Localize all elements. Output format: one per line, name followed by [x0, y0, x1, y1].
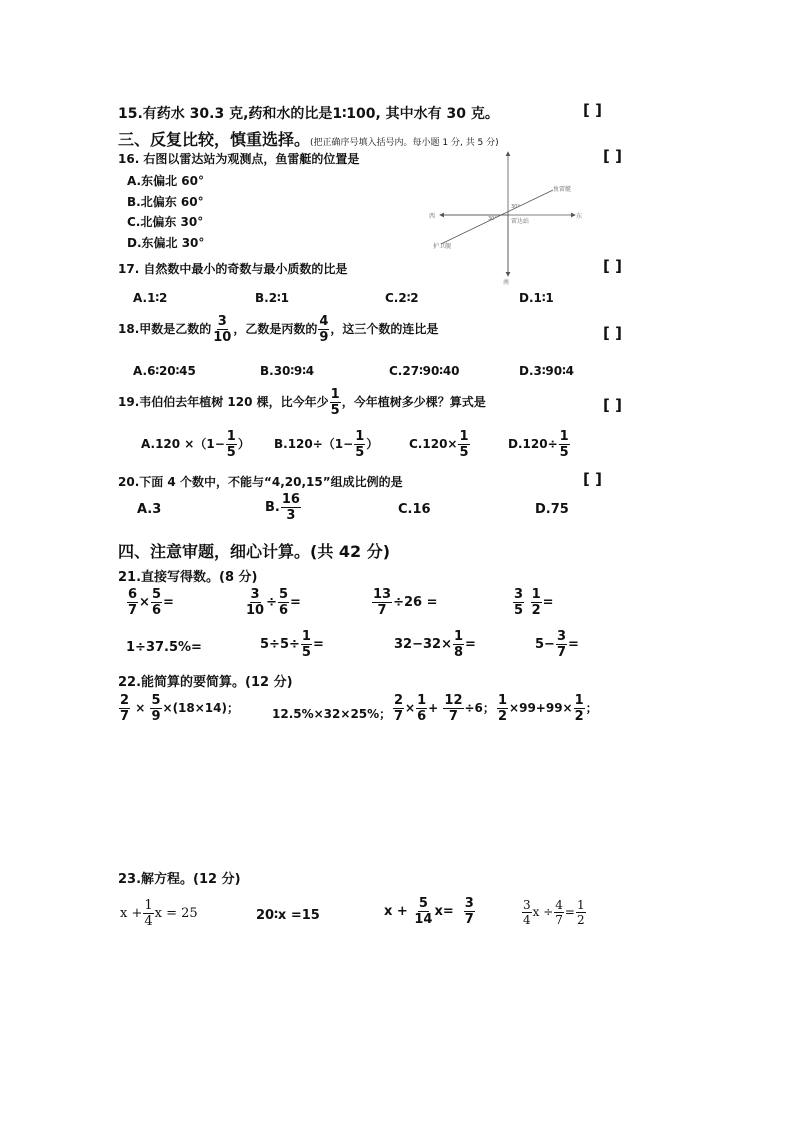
q19-frac-num: 1 [330, 387, 340, 402]
q22-p4-end: ； [585, 701, 598, 715]
q21-e8-num: 3 [556, 629, 566, 644]
q23-eq3-num: 5 [418, 896, 428, 911]
q15-bracket[interactable]: [ ] [583, 101, 602, 119]
q21-e1-num1: 6 [128, 587, 138, 602]
label-east: 东 [576, 213, 583, 220]
q21-e6-text: 5÷5÷ [260, 637, 300, 652]
q20-option-c[interactable]: C.16 [398, 502, 431, 517]
q22-p3-num2: 1 [417, 693, 427, 708]
q21-e8-text: 5− [535, 637, 555, 652]
q19-option-a-close: ） [237, 437, 250, 451]
q19-option-d-text: D.120÷ [508, 437, 558, 451]
q21-e2-frac1 [245, 588, 265, 617]
q23-eq3-result [464, 897, 475, 926]
q22-stem: 22.能简算的要简算。(12 分) [118, 675, 293, 690]
q18-part-c: ，这三个数的连比是 [330, 322, 439, 336]
q18-frac1 [212, 315, 232, 344]
q23-eq1-part-b: x = 25 [154, 906, 198, 921]
label-boat: 鱼雷艇 [553, 186, 572, 193]
q21-e4-den1: 5 [514, 603, 524, 618]
q23-equation-2: 20∶x =15 [256, 908, 320, 923]
q19-option-a-num: 1 [226, 429, 236, 444]
q22-p3-den2: 6 [417, 709, 427, 724]
q21-e6-den: 5 [301, 645, 311, 660]
q19-option-c-text: C.120× [409, 437, 458, 451]
q21-e4-frac2 [531, 588, 542, 617]
q20-stem: 20.下面 4 个数中，不能与“4,20,15”组成比例的是 [118, 475, 403, 489]
q19-option-d-num: 1 [559, 429, 569, 444]
label-west: 西 [429, 213, 436, 220]
q20-option-b-num: 16 [281, 492, 300, 507]
q22-p4-den1: 2 [498, 709, 508, 724]
q17-bracket[interactable]: [ ] [603, 257, 622, 275]
q21-e7-text: 32−32× [394, 637, 452, 652]
q22-p3-num1: 2 [394, 693, 404, 708]
q16-option-d[interactable]: D.东偏北 30° [127, 236, 205, 250]
q17-option-b[interactable]: B.2∶1 [255, 291, 289, 305]
q23-eq3-result-num: 3 [464, 896, 474, 911]
q19-option-a[interactable] [141, 430, 250, 459]
q21-e1-op: × [139, 595, 150, 610]
q19-option-b-den: 5 [355, 445, 365, 460]
q21-e2-den1: 10 [246, 603, 265, 618]
q21-e2-eq: = [290, 595, 301, 610]
q16-stem: 16. 右图以雷达站为观测点，鱼雷艇的位置是 [118, 152, 360, 166]
q22-p4-num2: 1 [574, 693, 584, 708]
q22-p4-frac2 [574, 694, 585, 723]
q20-option-a[interactable]: A.3 [137, 502, 162, 517]
angle-label-1: 30° [511, 204, 520, 210]
q23-eq3-result-den: 7 [464, 912, 474, 927]
q22-problem-4 [496, 694, 598, 723]
q22-p1-den1: 7 [120, 709, 130, 724]
q16-option-a[interactable]: A.东偏北 60° [127, 174, 204, 188]
q23-eq4-num3: 1 [576, 898, 585, 912]
q18-option-a[interactable]: A.6∶20∶45 [133, 364, 196, 378]
q23-equation-3 [384, 897, 476, 926]
q21-e4-eq: = [542, 595, 554, 610]
q21-e1-frac2 [151, 588, 162, 617]
q23-stem: 23.解方程。(12 分) [118, 872, 241, 887]
q19-option-b-text: B.120÷（1− [274, 437, 354, 451]
q21-e3-frac [372, 588, 392, 617]
section3-title [118, 127, 499, 150]
q16-bracket[interactable]: [ ] [603, 147, 622, 165]
q18-option-b[interactable]: B.30∶9∶4 [260, 364, 315, 378]
q21-e4-frac1 [513, 588, 524, 617]
q23-eq4-frac1 [522, 899, 532, 926]
q21-expr-1 [126, 588, 174, 617]
q19-option-c-frac [458, 430, 469, 459]
q22-problem-1 [118, 694, 239, 723]
q22-p3-frac1 [393, 694, 404, 723]
q22-p1-times: × [131, 701, 150, 715]
q23-eq1-frac [143, 899, 153, 928]
q23-eq4-eq: = [564, 905, 575, 919]
q19-stem [118, 388, 486, 417]
q21-expr-4 [512, 588, 554, 617]
q19-option-b[interactable] [274, 430, 378, 459]
q17-stem: 17. 自然数中最小的奇数与最小质数的比是 [118, 262, 348, 276]
q21-e7-den: 8 [453, 645, 464, 660]
q22-p4-num1: 1 [498, 693, 508, 708]
q16-option-b[interactable]: B.北偏东 60° [127, 195, 204, 209]
q20-option-b-frac [281, 493, 301, 522]
q21-e8-eq: = [568, 637, 579, 652]
q22-p4-mid: ×99+99× [509, 701, 573, 715]
q21-e1-frac1 [127, 588, 138, 617]
q21-e3-rest: ÷26 = [393, 595, 438, 610]
q17-option-a[interactable]: A.1∶2 [133, 291, 168, 305]
q23-eq4-den3: 2 [576, 913, 585, 927]
q19-option-a-text: A.120 ×（1− [141, 437, 225, 451]
q20-option-d[interactable]: D.75 [535, 502, 569, 517]
q18-frac2-den: 9 [319, 330, 329, 345]
q21-expr-6 [260, 630, 324, 659]
q21-e3-num: 13 [373, 587, 392, 602]
q18-frac1-den: 10 [213, 330, 232, 345]
q20-option-b-text: B. [265, 500, 280, 515]
label-station: 雷达站 [511, 218, 530, 225]
q19-option-b-num: 1 [355, 429, 365, 444]
q21-e1-eq: = [163, 595, 174, 610]
q21-e4-num2: 1 [531, 587, 541, 602]
q23-eq1-den: 4 [144, 914, 153, 929]
q21-expr-3 [371, 588, 438, 617]
q21-e7-num: 1 [453, 629, 464, 644]
q23-eq4-den1: 4 [523, 913, 531, 927]
q22-p3-times: × [405, 701, 416, 715]
q21-e2-den2: 6 [279, 603, 289, 618]
q21-e6-eq: = [312, 637, 324, 652]
radar-diagram [425, 148, 595, 288]
q21-e7-eq: = [465, 637, 476, 652]
q23-eq4-num2: 4 [555, 898, 563, 912]
q19-option-b-frac [354, 430, 365, 459]
q20-option-b[interactable] [265, 493, 302, 522]
q21-e1-den1: 7 [128, 603, 138, 618]
q19-option-a-den: 5 [226, 445, 236, 460]
q23-eq1-num: 1 [144, 898, 153, 913]
section4-title: 四、注意审题，细心计算。(共 42 分) [118, 542, 391, 561]
q21-e1-den2: 6 [151, 603, 161, 618]
q19-option-d[interactable] [508, 430, 571, 459]
q22-p3-den3: 7 [448, 709, 458, 724]
q21-e8-den: 7 [556, 645, 566, 660]
q16-option-c[interactable]: C.北偏东 30° [127, 215, 204, 229]
q22-p3-frac3 [443, 694, 463, 723]
q22-problem-3 [392, 694, 495, 723]
q23-eq4-frac2 [554, 899, 564, 926]
q21-e4-den2: 2 [531, 603, 541, 618]
q19-frac-den: 5 [330, 403, 340, 418]
q18-stem [118, 315, 438, 344]
q22-p3-rest: ÷6； [464, 701, 495, 715]
q21-e6-num: 1 [301, 629, 311, 644]
q23-eq1-part-a: x + [120, 906, 143, 921]
q22-problem-2: 12.5%×32×25%； [272, 707, 392, 721]
q20-option-b-den: 3 [286, 508, 296, 523]
section3-note: (把正确序号填入括号内。每小题 1 分, 共 5 分) [310, 138, 499, 148]
q21-expr-8 [535, 630, 579, 659]
q19-option-c-den: 5 [459, 445, 469, 460]
q17-option-c[interactable]: C.2∶2 [385, 291, 419, 305]
q21-e7-frac [453, 630, 464, 659]
q18-frac2 [318, 315, 329, 344]
q22-p1-num2: 5 [151, 693, 161, 708]
q18-option-d[interactable]: D.3∶90∶4 [519, 364, 574, 378]
q18-part-a: 18.甲数是乙数的 [118, 322, 212, 336]
q22-p4-den2: 2 [574, 709, 584, 724]
q19-option-c-num: 1 [459, 429, 469, 444]
q20-bracket[interactable]: [ ] [583, 470, 602, 488]
q23-eq3-den: 14 [414, 912, 433, 927]
q18-bracket[interactable]: [ ] [603, 324, 622, 342]
q19-option-a-frac [226, 430, 237, 459]
q15-text: 15.有药水 30.3 克,药和水的比是1∶100, 其中水有 30 克。 [118, 106, 499, 122]
q21-e1-num2: 5 [151, 587, 161, 602]
q21-e6-frac [301, 630, 312, 659]
q18-frac2-num: 4 [319, 314, 329, 329]
q19-part-b: ，今年植树多少棵？算式是 [341, 395, 486, 409]
q22-p1-frac1 [119, 694, 130, 723]
q18-option-c[interactable]: C.27∶90∶40 [389, 364, 460, 378]
q21-e4-num1: 3 [514, 587, 524, 602]
q22-p3-frac2 [416, 694, 427, 723]
q23-equation-1 [120, 899, 198, 928]
q21-e2-num1: 3 [250, 587, 260, 602]
q22-p3-plus: + [428, 701, 439, 715]
q23-eq4-num1: 3 [523, 898, 531, 912]
q21-e2-num2: 5 [279, 587, 289, 602]
q22-p4-frac1 [497, 694, 508, 723]
q21-e3-den: 7 [377, 603, 387, 618]
q23-eq3-frac [413, 897, 433, 926]
q23-eq4-op: x ÷ [532, 905, 554, 919]
q23-eq3-part-a: x + [384, 904, 408, 919]
q21-expr-5: 1÷37.5%= [126, 640, 202, 655]
q19-part-a: 19.韦伯伯去年植树 120 棵，比今年少 [118, 395, 329, 409]
q23-eq3-part-b: x= [434, 904, 454, 919]
q21-expr-7 [394, 630, 476, 659]
q21-stem: 21.直接写得数。(8 分) [118, 570, 258, 585]
label-south: 南 [503, 279, 510, 286]
q21-e2-op: ÷ [266, 595, 277, 610]
q22-p3-num3: 12 [444, 693, 463, 708]
q19-option-d-den: 5 [559, 445, 569, 460]
q19-bracket[interactable]: [ ] [603, 396, 622, 414]
guard-boat-line [441, 190, 553, 244]
q19-option-b-close: ） [366, 437, 379, 451]
q19-option-d-frac [559, 430, 570, 459]
q22-p1-den2: 9 [151, 709, 161, 724]
q19-frac [330, 388, 341, 417]
q21-expr-2 [244, 588, 301, 617]
angle-label-2: 30° [488, 216, 497, 222]
label-guard: 护卫舰 [433, 243, 452, 250]
q19-option-c[interactable] [409, 430, 471, 459]
q22-p1-rest: ×(18×14)； [162, 701, 239, 715]
q23-equation-4 [521, 899, 587, 926]
q22-p1-frac2 [150, 694, 161, 723]
q18-part-b: ，乙数是丙数的 [233, 322, 318, 336]
q22-p1-num1: 2 [120, 693, 130, 708]
q23-eq4-frac3 [576, 899, 586, 926]
q21-e2-frac2 [278, 588, 289, 617]
q18-frac1-num: 3 [217, 314, 227, 329]
q22-p3-den1: 7 [394, 709, 404, 724]
section3-title-text: 三、反复比较，慎重选择。 [118, 130, 311, 149]
q17-option-d[interactable]: D.1∶1 [519, 291, 554, 305]
q23-eq4-den2: 7 [555, 913, 563, 927]
q21-e8-frac [556, 630, 567, 659]
